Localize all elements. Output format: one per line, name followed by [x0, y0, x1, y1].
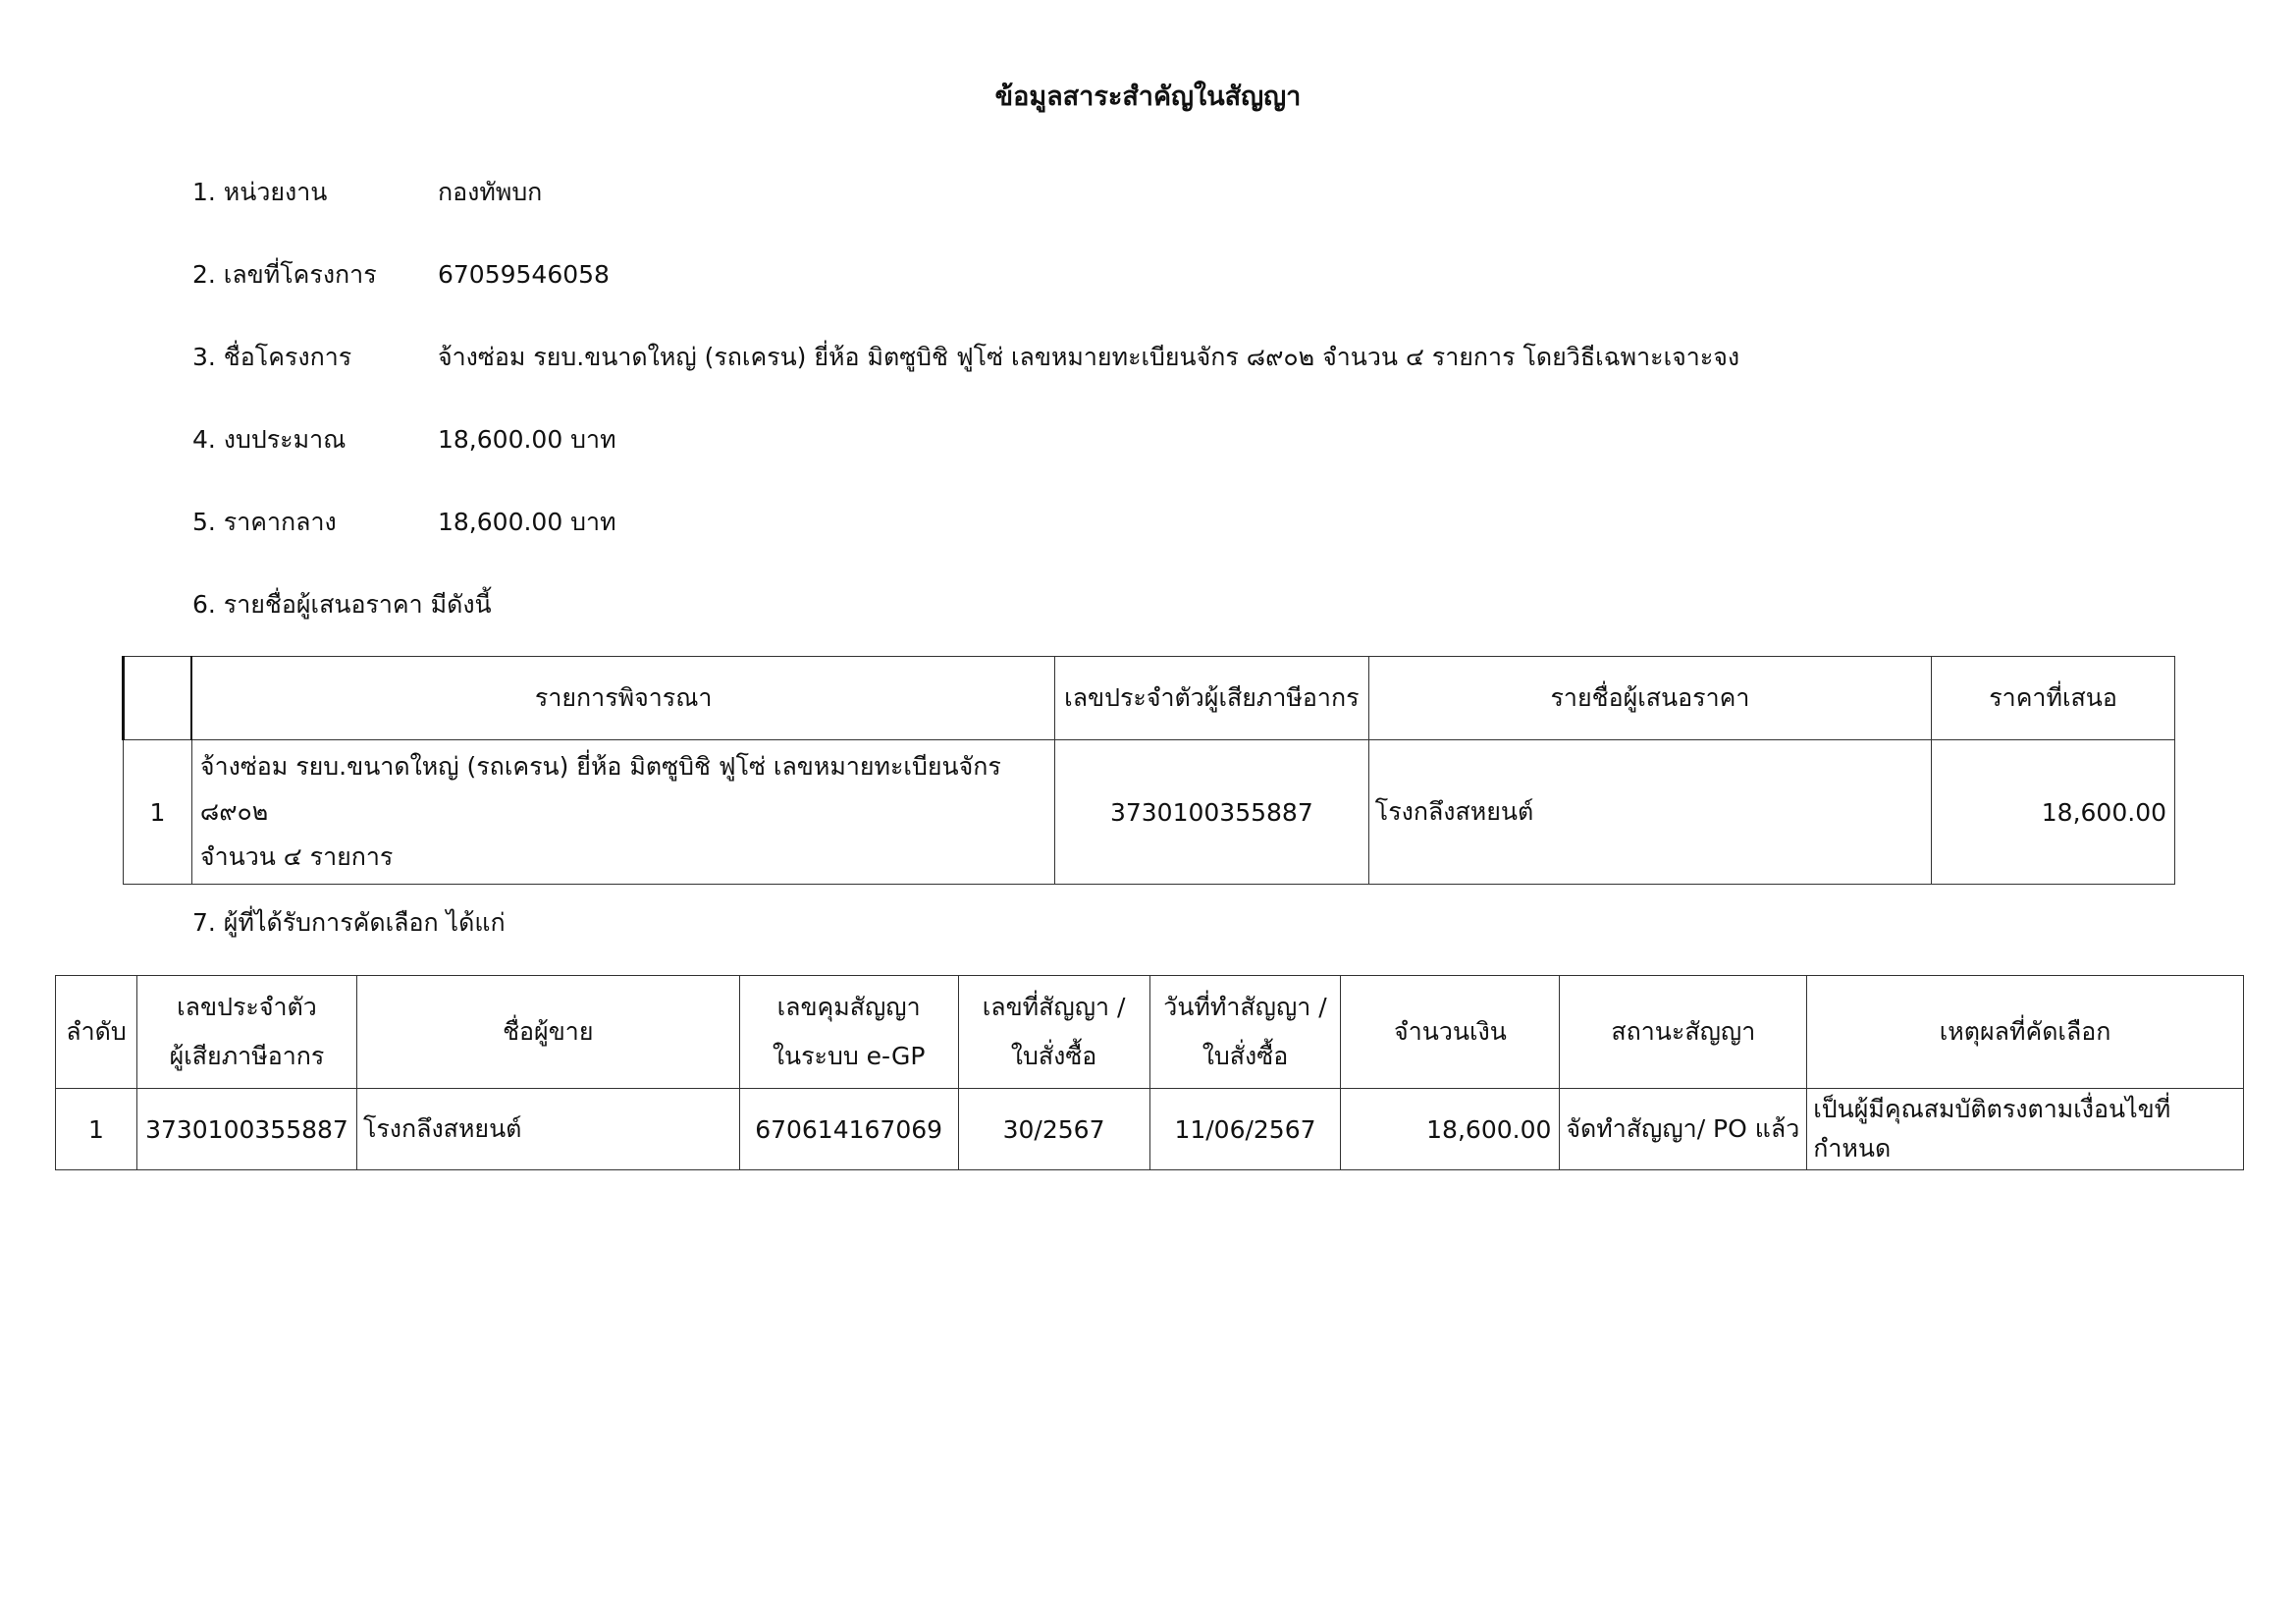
row-status: จัดทำสัญญา/ PO แล้ว	[1560, 1089, 1807, 1170]
header-tax-id: เลขประจำตัวผู้เสียภาษีอากร	[1054, 657, 1368, 740]
header-contract-line2: ใบสั่งซื้อ	[1010, 1042, 1097, 1070]
row-no: 1	[56, 1089, 137, 1170]
header-contract-no	[958, 976, 1149, 1089]
header-no: ลำดับ	[56, 976, 137, 1089]
field-budget	[192, 420, 616, 460]
table-row	[56, 1089, 2244, 1170]
row-tax-id: 3730100355887	[1054, 740, 1368, 885]
field-label: 1. หน่วยงาน	[192, 178, 328, 206]
field-value: 18,600.00 บาท	[438, 508, 616, 536]
header-date-line1: วันที่ทำสัญญา /	[1163, 993, 1327, 1021]
row-reason: เป็นผู้มีคุณสมบัติตรงตามเงื่อนไขที่กำหนด	[1807, 1089, 2244, 1170]
row-item-line2: จำนวน ๔ รายการ	[199, 842, 394, 871]
field-label: 3. ชื่อโครงการ	[192, 343, 352, 371]
table-row	[124, 740, 2175, 885]
row-seller: โรงกลึงสหยนต์	[356, 1089, 739, 1170]
header-item: รายการพิจารณา	[191, 657, 1054, 740]
header-control-line1: เลขคุมสัญญา	[776, 993, 921, 1021]
header-contract-line1: เลขที่สัญญา /	[982, 993, 1126, 1021]
header-tax-id	[136, 976, 356, 1089]
field-median-price	[192, 503, 616, 542]
field-project-name	[192, 338, 1739, 377]
header-date-line2: ใบสั่งซื้อ	[1201, 1042, 1289, 1070]
row-contract-no: 30/2567	[958, 1089, 1149, 1170]
row-item-line1: จ้างซ่อม รยบ.ขนาดใหญ่ (รถเครน) ยี่ห้อ มิตซูบิชิ ฟูโซ่ เลขหมายทะเบียนจักร ๘๙๐๒	[199, 752, 1001, 826]
header-bidder: รายชื่อผู้เสนอราคา	[1368, 657, 1931, 740]
field-label: 2. เลขที่โครงการ	[192, 260, 377, 289]
header-no	[124, 657, 192, 740]
field-agency	[192, 173, 542, 212]
field-value: กองทัพบก	[438, 178, 543, 206]
row-tax-id: 3730100355887	[136, 1089, 356, 1170]
row-bidder: โรงกลึงสหยนต์	[1368, 740, 1931, 885]
row-contract-date: 11/06/2567	[1149, 1089, 1341, 1170]
header-tax-id-line1: เลขประจำตัว	[177, 993, 317, 1021]
header-control-no	[739, 976, 958, 1089]
table-header-row	[124, 657, 2175, 740]
header-control-line2: ในระบบ e-GP	[772, 1042, 926, 1070]
header-reason: เหตุผลที่คัดเลือก	[1807, 976, 2244, 1089]
bidders-table	[122, 656, 2175, 885]
field-project-number	[192, 255, 610, 295]
row-amount: 18,600.00	[1341, 1089, 1560, 1170]
row-control-no: 670614167069	[739, 1089, 958, 1170]
winner-table	[55, 975, 2244, 1170]
header-status: สถานะสัญญา	[1560, 976, 1807, 1089]
field-value: 18,600.00 บาท	[438, 425, 616, 454]
header-amount: จำนวนเงิน	[1341, 976, 1560, 1089]
bidders-section-label: 6. รายชื่อผู้เสนอราคา มีดังนี้	[192, 590, 492, 619]
document-title: ข้อมูลสาระสำคัญในสัญญา	[994, 81, 1302, 112]
field-label: 5. ราคากลาง	[192, 508, 337, 536]
field-label: 4. งบประมาณ	[192, 425, 347, 454]
field-value: 67059546058	[438, 260, 610, 289]
header-tax-id-line2: ผู้เสียภาษีอากร	[169, 1042, 325, 1070]
row-no: 1	[124, 740, 192, 885]
field-value: จ้างซ่อม รยบ.ขนาดใหญ่ (รถเครน) ยี่ห้อ มิตซูบิชิ ฟูโซ่ เลขหมายทะเบียนจักร ๘๙๐๒ จำนวน ๔ รายการ โดยวิธีเฉพาะเจาะจง	[438, 343, 1740, 371]
header-contract-date	[1149, 976, 1341, 1089]
header-seller: ชื่อผู้ขาย	[356, 976, 739, 1089]
winner-section-label: 7. ผู้ที่ได้รับการคัดเลือก ได้แก่	[192, 908, 506, 937]
row-price: 18,600.00	[1932, 740, 2175, 885]
row-item	[191, 740, 1054, 885]
table-header-row	[56, 976, 2244, 1089]
header-price: ราคาที่เสนอ	[1932, 657, 2175, 740]
